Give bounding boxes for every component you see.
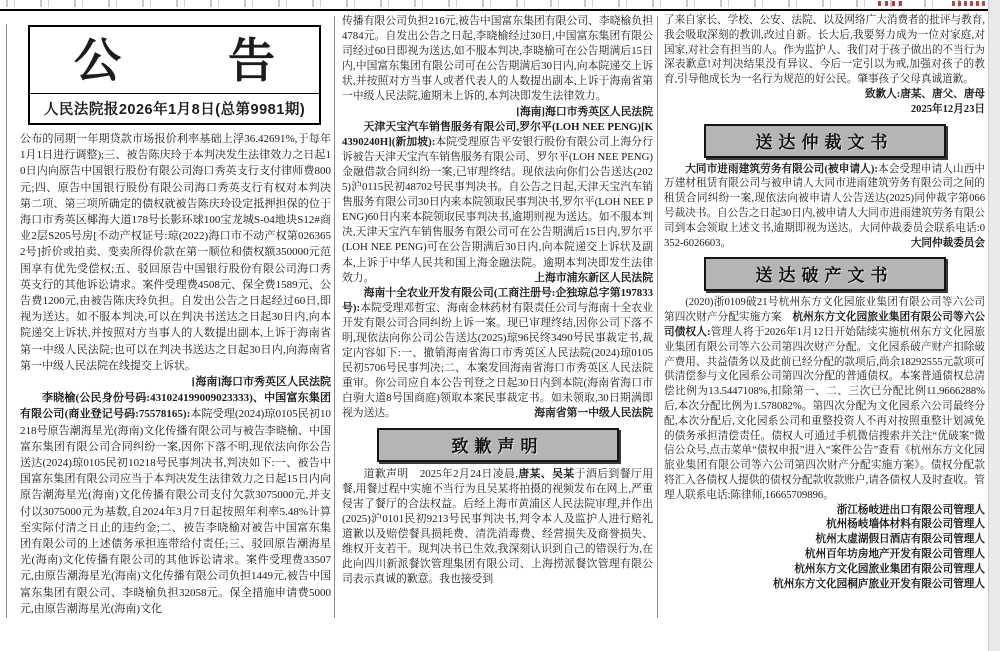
page-right-edge xyxy=(988,0,1000,651)
apology-body: 道歉声明 2025年2月24日凌晨, xyxy=(363,467,518,480)
notice-paragraph-lixiaoyu xyxy=(20,390,331,617)
notice-addressee: 杭州东方文化园旅业集团有限公司等六公司债权人: xyxy=(664,312,986,338)
notice-body: 本会受理申请人山西中万建材租赁有限公司与被申请人大同市进雨建筑劳务有限公司之间的租赁合同纠纷一案,现依法向被申请人公告送达(2025)同仲裁字第066号裁决书。自公告之日起30日内,被申请人大同市进雨建筑劳务有限公司到本会领取上述文书,逾期即视为送达。大同仲裁委员会联系电话:0352-6026603。 xyxy=(664,163,985,249)
case-number: (2020)浙0109破21号杭州东方文化园旅业集团有限公司等六公司第四次财产分配实施方案 xyxy=(664,297,985,324)
notice-addressee: 海南十全农业开发有限公司(工商注册号:企独琼总字第197833号): xyxy=(342,286,653,314)
administrator-line: 杭州太虚湖假日酒店有限公司管理人 xyxy=(815,534,985,546)
notice-body: 本院受理原告平安银行股份有限公司上海分行诉被告天津天宝汽车销售服务有限公司、罗尔平(LOH NEE PENG)金融借款合同纠纷一案,已审理终结。现依法向你们公告送达(2025)沪0115民初48702号民事判决书。自公告之日起,天津天宝汽车销售服务有限公司30日内来本院领取民事判决书,罗尔平(LOH NEE PENG)60日内来本院领取民事判决书,逾期则视为送达。如不服本判决,天津天宝汽车销售服务有限公司可在公告期满后15日内,罗尔平(LOH NEE PENG)可在公告期满后30日内,向本院递交上诉状及副本,上诉于中华人民共和国上海金融法院。逾期本判决即发生法律效力。 xyxy=(342,135,653,284)
notice-body: 传播有限公司负担216元,被告中国富东集团有限公司、李晓榆负担4784元。自发出公告之日起,李晓榆经过30日,中国富东集团有限公司经过60日即视为送达,如不服本判决,李晓榆可在公告期满后15日内,中国富东集团有限公司可在公告期满后30日内,向本院递交上诉状,并按照对方当事人或者代表人的人数提出副本,上诉于海南省第一中级人民法院,逾期未上诉的,本判决即发生法律效力。 xyxy=(342,15,653,103)
notice-body: 管理人将于2026年1月12日开始陆续实施杭州东方文化园旅业集团有限公司等六公司第四次财产分配。文化园系破产财产扣除破产费用、共益债务以及此前已经分配的款项后,尚余18292555元款项可供清偿参与文化园系公司第四次分配的普通债权。本案普通债权总清偿比例为13.5447108%,扣除第一、二、三次已分配比例11.9666288%后,本次分配比例为1.578082%。第四次分配为文化园系六公司最终分配,本次分配后,文化园系公司和重整投资人不再对按照重整计划减免的债务承担清偿责任。债权人可通过手机微信搜索并关注“优破案”微信公众号,点击菜单“债权申报”进入“案件公告”查看《杭州东方文化园旅业集团有限公司等六公司第四次财产分配实施方案》。债权分配款将汇入各债权人提供的债权分配款收款账户,请各债权人及时查收。管理人联系电话:陈律师,16665709896。 xyxy=(664,326,986,501)
court-signature: [海南]海口市秀英区人民法院 xyxy=(516,105,653,118)
cropped-previous-row-remnant xyxy=(0,0,988,7)
section-header-apology: 致歉声明 xyxy=(377,428,619,462)
court-signature: 海南省第一中级人民法院 xyxy=(534,407,653,420)
left-column-rule xyxy=(6,24,7,618)
administrator-line: 杭州东方文化园旅业集团有限公司管理人 xyxy=(794,563,985,575)
notice-addressee: 李晓榆(公民身份号码:431024199009023333)、中国富东集团有限公司(商业登记号码:75578165): xyxy=(20,392,331,421)
column-2 xyxy=(342,14,653,587)
administrator-line: 杭州东方文化园桐庐旅业开发有限公司管理人 xyxy=(773,578,985,590)
notice-body: 本院受理邓哲宝、海南金林药材有限责任公司与海南十全农业开发有限公司合同纠纷上诉一案。现已审理终结,因你公司下落不明,现依法向你公司公告送达(2025)琼96民终3490号民事裁定书,裁定内容如下:一、撤销海南省海口市秀英区人民法院(2024)琼0105民初5706号民事判决;二、本案发回海南省海口市秀英区人民法院重审。你公司应自本公告刊登之日起30日内到本院(海南省海口市白驹大道8号国商庭)领取本案民事裁定书。如未领取,30日期满即视为送达。 xyxy=(342,301,653,420)
notice-addressee: 天津天宝汽车销售服务有限公司,罗尔平(LOH NEE PENG)[K4390240H](新加坡): xyxy=(342,120,653,148)
bankruptcy-paragraph xyxy=(664,296,985,503)
apology-paragraph xyxy=(342,467,653,588)
notice-addressee: 大同市进雨建筑劳务有限公司(被申请人): xyxy=(685,163,878,175)
cropped-red-glyphs xyxy=(952,1,986,6)
column-divider-2 xyxy=(657,16,658,618)
column-3 xyxy=(664,14,985,592)
column-1 xyxy=(20,24,331,617)
notice-paragraph-hainan xyxy=(342,286,653,422)
notice-paragraph-continuation xyxy=(342,14,653,118)
section-header-bankruptcy: 送达破产文书 xyxy=(704,257,946,291)
masthead xyxy=(28,25,321,125)
apology-body: 于酒后到餐厅用餐,用餐过程中实施不当行为且吴某将拍摄的视频发布在网上,严重侵害了餐厅的合法权益。后经上海市黄浦区人民法院审理,并作出(2025)沪0101民初9213号民事判决书,判令本人及监护人进行赔礼道歉以及赔偿餐具损耗费、清洗消毒费、经营损失及商誉损失、维权开支若干。现判决书已生效,我深刻认识到自己的错误行为,在此向四川新派餐饮管理集团有限公司、上海捞派餐饮管理有限公司表示真诚的歉意。我也接受到 xyxy=(342,467,653,586)
administrator-line: 杭州百年坊房地产开发有限公司管理人 xyxy=(804,548,985,560)
notice-paragraph-tianjin xyxy=(342,120,653,286)
column-divider-1 xyxy=(334,16,335,618)
cropped-red-glyphs xyxy=(878,1,904,6)
notice-paragraph-bank-judgment xyxy=(20,131,331,389)
arbitration-paragraph xyxy=(664,163,985,252)
page-title: 公 告 xyxy=(74,34,305,87)
notice-body: 公布的同期一年期贷款市场报价利率基础上浮36.42691%,于每年1月1日进行调整);三、被告陈庆玲于本判决发生法律效力之日起10日内向原告中国银行股份有限公司海口秀英支行支付律师费800元;四、原告中国银行股份有限公司海口秀英支行有权对本判决第二项、第三项所确定的债权就被告陈庆玲设定抵押担保的位于海口市秀英区椰海大道178号长影环球100宝龙城S-04地块S12#商业2层S205号房[不动产权证号:琼(2022)海口市不动产权第0263652号]折价或拍卖、变卖所得价款在第一顺位和债权额350000元范围享有优先受偿权;五、驳回原告中国银行股份有限公司海口秀英支行的其他诉讼请求。案件受理费4508元、保全费1589元、公告费1200元,由被告陈庆玲负担。自发出公告之日起经过60日,即视为送达。如不服本判决,可以在判决书送达之日起30日内,向本院递交上诉状,并按照对方当事人的人数提出副本,上诉于海南省第一中级人民法院;也可以在判决书送达之日起30日内,向海南省第一中级人民法院在线提交上诉状。 xyxy=(20,133,331,372)
apology-paragraph-continuation xyxy=(664,14,985,100)
apology-body: 了来自家长、学校、公安、法院、以及网络广大消费者的批评与教育,我会吸取深刻的教训,改过自新。长大后,我要努力成为一位对家庭,对国家,对社会有担当的人。作为监护人、我们对于孩子做出的不当行为深表歉意!对判决结果没有异议、今后一定引以为戒,加强对孩子的教育,引导他成长为一名行为规范的好公民。肇事孩子父母真诚道歉。 xyxy=(664,15,985,86)
section-header-arbitration: 送达仲裁文书 xyxy=(704,124,946,158)
notice-body: 本院受理(2024)琼0105民初10218号原告潮海星光(海南)文化传播有限公司与被告李晓榆、中国富东集团有限公司合同纠纷一案,因你下落不明,现依法向你公告送达(2024)琼0105民初10218号民事判决书,判决如下:一、被告中国富东集团有限公司应当于本判决发生法律效力之日起15日内向原告潮海星光(海南)文化传播有限公司支付欠款3075000元,并支付以3075000元为基数,自2024年3月7日起按照年利率5.48%计算至实际付清之日止的违约金;二、被告李晓榆对被告中国富东集团有限公司的上述债务承担连带给付责任;三、驳回原告潮海星光(海南)文化传播有限公司的其他诉讼请求。案件受理费33507元,由原告潮海星光(海南)文化传播有限公司负担1449元,被告中国富东集团有限公司、李晓榆负担32058元。保全措施申请费5000元,由原告潮海星光(海南)文化 xyxy=(20,408,331,615)
administrator-line: 杭州杨岐墙体材料有限公司管理人 xyxy=(826,519,985,531)
apology-names: 唐某、吴某 xyxy=(517,467,575,480)
page-top-rule xyxy=(0,9,988,11)
apology-date: 2025年12月23日 xyxy=(910,103,985,115)
arbitration-signature: 大同仲裁委员会 xyxy=(910,237,985,249)
court-signature: 上海市浦东新区人民法院 xyxy=(534,271,653,284)
apology-signature: 致歉人:唐某、唐父、唐母 xyxy=(864,88,985,100)
edition-line: 人民法院报2026年1月8日(总第9981期) xyxy=(30,93,319,123)
administrator-line: 浙江杨岐进出口有限公司管理人 xyxy=(836,504,985,516)
court-signature: [海南]海口市秀英区人民法院 xyxy=(191,376,331,389)
